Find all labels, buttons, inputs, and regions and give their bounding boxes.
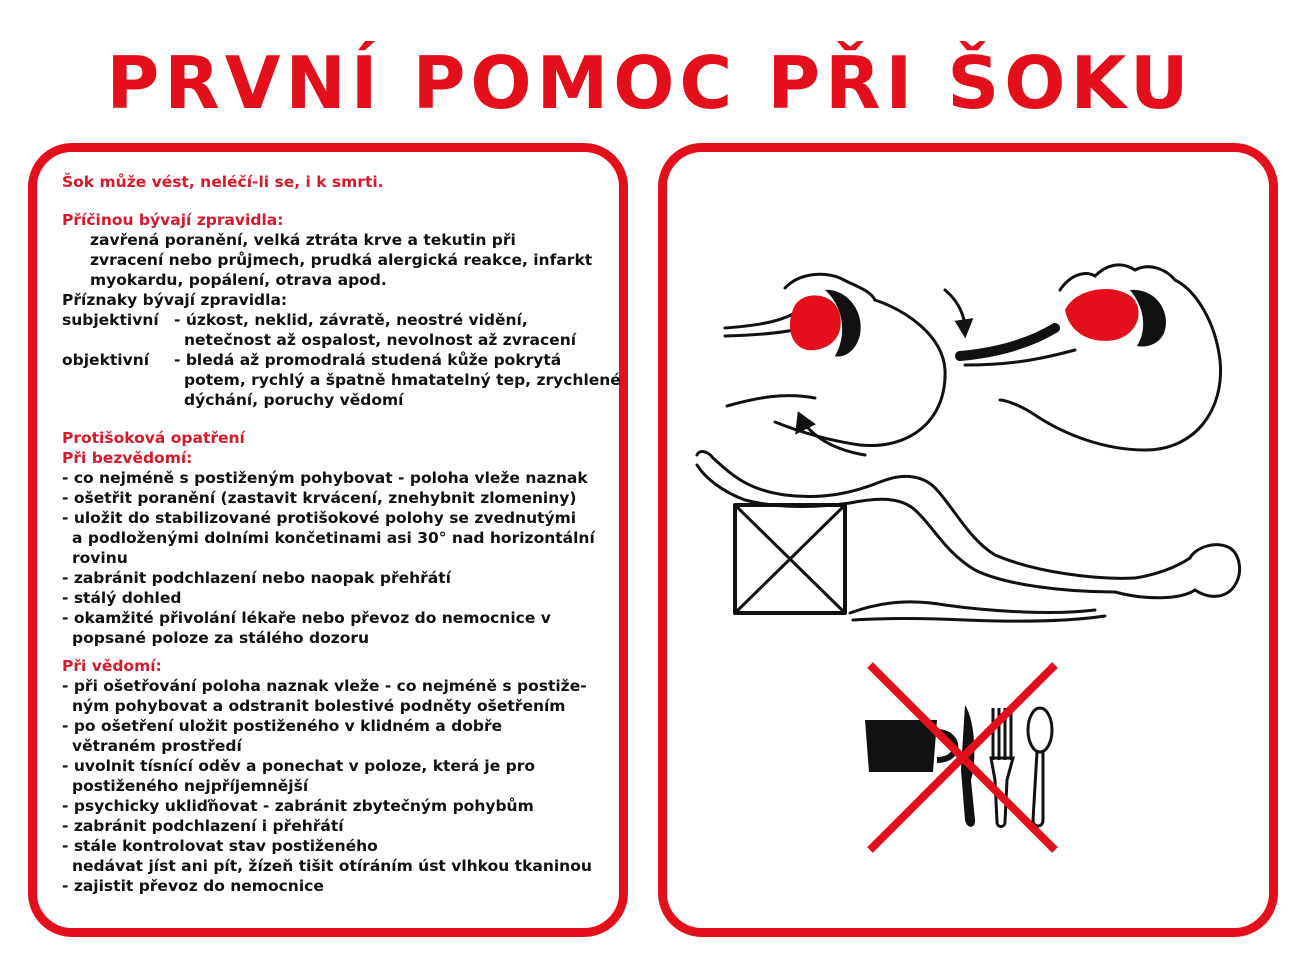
unconscious-item: - zabránit podchlazení nebo naopak přehřátí (62, 569, 451, 587)
unconscious-item: - co nejméně s postiženým pohybovat - poloha vleže naznak (62, 469, 588, 487)
conscious-item: - po ošetření uložit postiženého v klidném a dobře (62, 717, 503, 735)
causes-line: myokardu, popálení, otrava apod. (90, 271, 387, 289)
symptoms-subjective (62, 310, 622, 350)
conscious-item: - při ošetřování poloha naznak vleže - co nejméně s postiže- (62, 677, 587, 695)
subjective-label: subjektivní (62, 311, 159, 329)
causes-line: zavřená poranění, velká ztráta krve a tekutin při (90, 231, 516, 249)
head-tilt-illustration (725, 265, 1221, 455)
subjective-line: - úzkost, neklid, závratě, neostré vidění, (174, 311, 528, 329)
page-title: PRVNÍ POMOC PŘI ŠOKU (106, 41, 1194, 125)
unconscious-heading: Při bezvědomí: (62, 449, 193, 467)
measures-heading: Protišoková opatření (62, 429, 245, 447)
conscious-item: - zabránit podchlazení i přehřátí (62, 817, 344, 835)
subjective-line: netečnost až ospalost, nevolnost až zvracení (184, 331, 577, 349)
objective-label: objektivní (62, 351, 150, 369)
unconscious-item: - okamžité přivolání lékaře nebo převoz do nemocnice v (62, 609, 551, 627)
conscious-item: - uvolnit tísnící oděv a ponechat v poloze, která je pro (62, 757, 536, 775)
conscious-item: - psychicky ukliďňovat - zabránit zbytečným pohybům (62, 797, 534, 815)
conscious-item: - zajistit převoz do nemocnice (62, 877, 324, 895)
unconscious-item: - ošetřit poranění (zastavit krvácení, znehybnit zlomeniny) (62, 489, 577, 507)
no-food-drink-icon (865, 665, 1055, 850)
unconscious-item: - uložit do stabilizované protišokové polohy se zvednutými (62, 509, 577, 527)
instructions-text (62, 172, 622, 896)
unconscious-item: popsané poloze za stálého dozoru (72, 629, 370, 647)
objective-line: - bledá až promodralá studená kůže pokrytá (174, 351, 562, 369)
intro-warning: Šok může vést, neléčí-li se, i k smrti. (62, 173, 384, 191)
conscious-heading: Při vědomí: (62, 657, 162, 675)
objective-line: dýchání, poruchy vědomí (184, 391, 404, 409)
unconscious-item: rovinu (72, 549, 128, 567)
conscious-item: postiženého nejpříjemnější (72, 777, 309, 795)
causes-line: zvracení nebo průjmech, prudká alergická reakce, infarkt (90, 251, 593, 269)
conscious-item: nedávat jíst ani pít, žízeň tišit otíráním úst vlhkou tkaninou (72, 857, 592, 875)
conscious-item: - stále kontrolovat stav postiženého (62, 837, 378, 855)
unconscious-item: a podloženými dolními končetinami asi 30° nad horizontální (72, 529, 595, 547)
symptoms-heading: Příznaky bývají zpravidla: (62, 291, 288, 309)
unconscious-item: - stálý dohled (62, 589, 182, 607)
objective-line: potem, rychlý a špatně hmatatelný tep, zrychlené (184, 371, 621, 389)
symptoms-objective (62, 350, 622, 410)
conscious-item: větraném prostředí (72, 737, 242, 755)
illustrations (675, 160, 1255, 920)
causes-heading: Příčinou bývají zpravidla: (62, 211, 284, 229)
shock-position-illustration (697, 452, 1240, 622)
conscious-item: ným pohybovat a odstranit bolestivé podněty ošetřením (72, 697, 566, 715)
